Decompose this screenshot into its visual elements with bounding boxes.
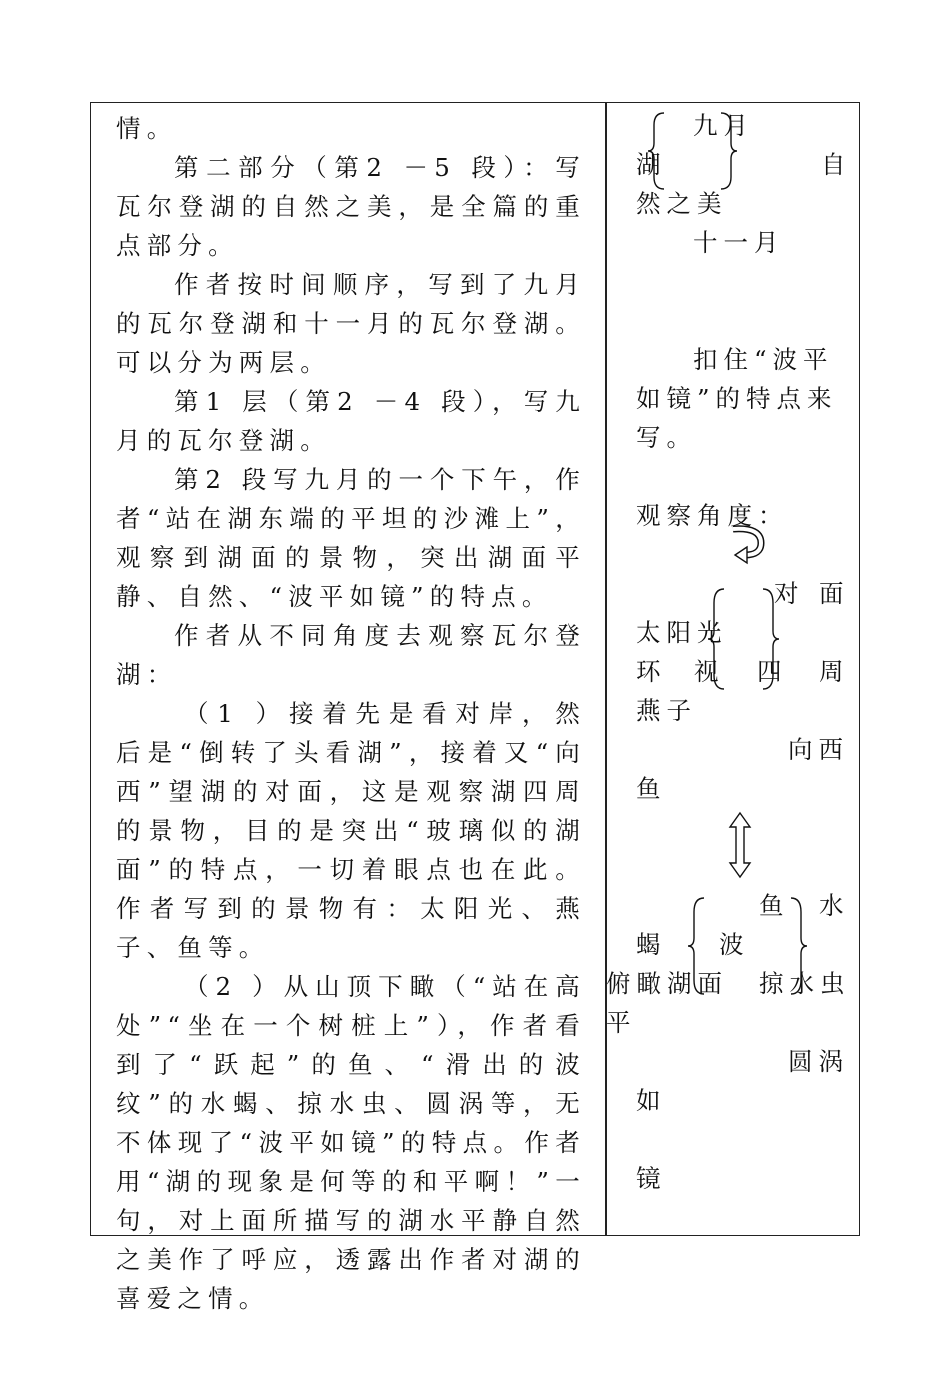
notes-table — [90, 102, 860, 1313]
left-brace-icon — [706, 587, 731, 691]
label-swallows: 燕子 — [636, 696, 697, 725]
right-brace-icon — [786, 896, 811, 996]
paragraph-5: 作者从不同角度去观察瓦尔登湖： — [116, 621, 586, 689]
label-mian: 面 — [819, 579, 850, 608]
label-overlook-lake: 俯瞰湖面 — [606, 969, 728, 998]
label-fish-2: 鱼 — [759, 891, 790, 920]
right-brace-icon — [758, 587, 783, 691]
label-hu: 湖 — [636, 150, 667, 179]
label-huan: 环 — [636, 657, 667, 686]
label-toward-west: 向西 — [788, 735, 849, 764]
label-september: 九月 — [693, 111, 754, 140]
label-sunlight: 太阳光 — [636, 618, 728, 647]
label-dui: 对 — [774, 579, 805, 608]
note-line-3: 写。 — [636, 423, 697, 452]
label-november: 十一月 — [693, 228, 785, 257]
label-shui: 水 — [819, 891, 850, 920]
paragraph-0: 情。 — [116, 114, 178, 143]
label-vortex: 圆涡 — [788, 1047, 849, 1076]
note-line-1: 扣住“波平 — [693, 345, 834, 374]
label-bo: 波 — [719, 930, 750, 959]
note-line-2: 如镜”的特点来 — [636, 384, 838, 413]
label-natural-beauty: 然之美 — [636, 189, 728, 218]
double-arrow-icon — [728, 811, 752, 879]
label-shi: 视 — [694, 657, 725, 686]
paragraph-7: （2 ）从山顶下瞰（“站在高处”“坐在一个树桩上”），作者看到了“跃起”的鱼、“滑出的波纹”的水蝎、掠水虫、圆涡等，无不体现了“波平如镜”的特点。作者用“湖的现象是何等的和平啊！”一句，对上面所描写的湖水平静自然之美作了呼应，透露出作者对湖的喜爱之情。 — [116, 972, 586, 1313]
label-water-strider: 掠水虫 — [759, 969, 851, 998]
paragraph-2: 作者按时间顺序，写到了九月的瓦尔登湖和十一月的瓦尔登湖。可以分为两层。 — [116, 270, 586, 377]
paragraph-3: 第1 层（第2 －4 段），写九月的瓦尔登湖。 — [116, 387, 586, 455]
label-ping: 平 — [606, 1008, 637, 1037]
paragraph-6: （1 ）接着先是看对岸，然后是“倒转了头看湖”，接着又“向西”望湖的对面，这是观察湖四周的景物，目的是突出“玻璃似的湖面”的特点，一切着眼点也在此。作者写到的景物有：太阳光、燕子、鱼等。 — [116, 699, 586, 962]
label-ru: 如 — [636, 1086, 667, 1115]
left-brace-icon — [686, 896, 711, 996]
label-fish: 鱼 — [636, 774, 667, 803]
paragraph-1: 第二部分（第2 －5 段）：写瓦尔登湖的自然之美，是全篇的重点部分。 — [116, 153, 586, 260]
outline-column — [91, 103, 859, 1235]
right-brace-icon — [716, 111, 741, 191]
label-zhou: 周 — [819, 657, 850, 686]
left-brace-icon — [646, 111, 671, 191]
label-xie: 蝎 — [636, 930, 667, 959]
label-jing: 镜 — [636, 1164, 667, 1193]
label-zi: 自 — [821, 150, 852, 179]
curved-arrow-icon — [727, 523, 767, 565]
label-si: 四 — [757, 657, 788, 686]
observation-angle-label: 观察角度： — [636, 501, 789, 530]
paragraph-4: 第2 段写九月的一个下午，作者“站在湖东端的平坦的沙滩上”，观察到湖面的景物，突出湖面平静、自然、“波平如镜”的特点。 — [116, 465, 586, 611]
